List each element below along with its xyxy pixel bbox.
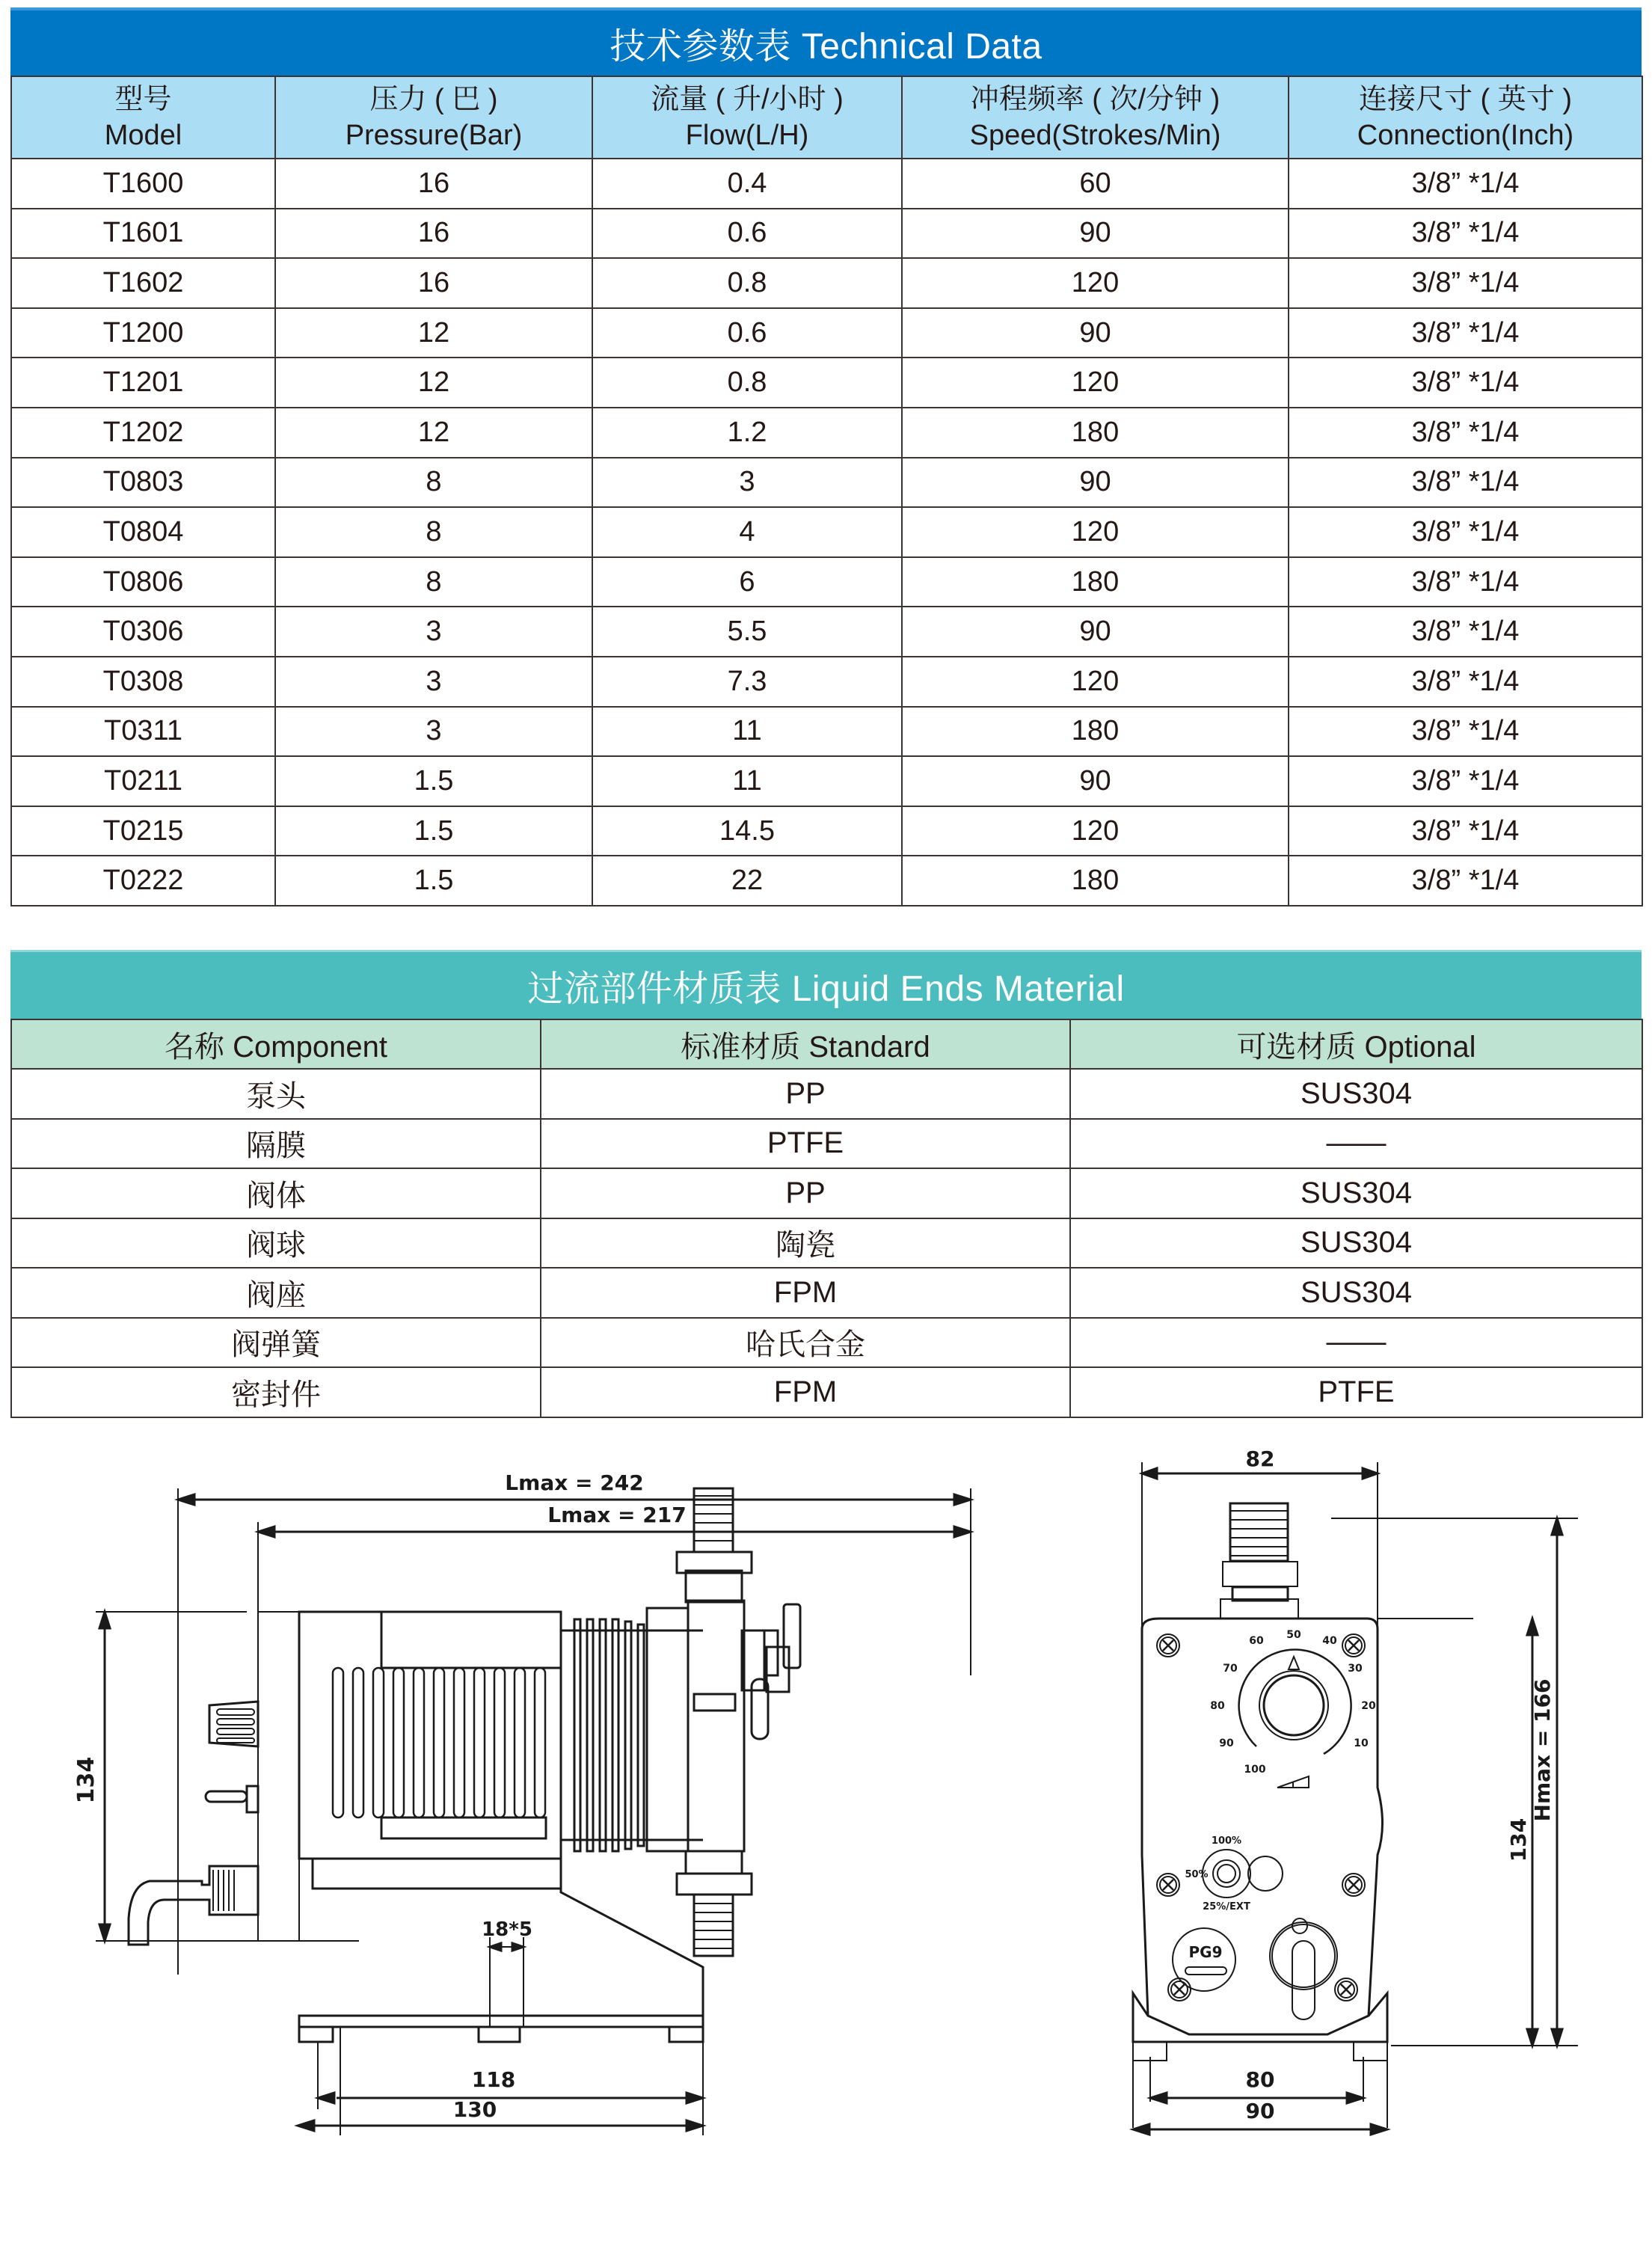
dim-height-134: 134 (73, 1756, 99, 1804)
cell-optional: —— (1070, 1318, 1642, 1368)
cell-model: T1202 (11, 408, 275, 458)
cell-pressure: 3 (275, 657, 592, 707)
cell-flow: 3 (592, 458, 902, 508)
cell-model: T0211 (11, 756, 275, 806)
dial-label-10b: 10 (1354, 1737, 1369, 1749)
cell-connection: 3/8” *1/4 (1289, 258, 1642, 308)
table-row (11, 607, 1642, 657)
pump-front-view-drawing (1122, 1436, 1652, 2184)
cell-connection: 3/8” *1/4 (1289, 308, 1642, 358)
technical-data-section (10, 7, 1642, 907)
cell-connection: 3/8” *1/4 (1289, 159, 1642, 209)
dial-label-100: 100 (1244, 1764, 1266, 1776)
cell-speed: 180 (902, 856, 1289, 906)
cell-flow: 0.8 (592, 258, 902, 308)
pump-side-view-drawing (60, 1451, 1032, 2244)
table-row (11, 1069, 1642, 1119)
table-row (11, 258, 1642, 308)
dim-width-82: 82 (1245, 1447, 1275, 1471)
cell-connection: 3/8” *1/4 (1289, 209, 1642, 259)
cell-speed: 120 (902, 258, 1289, 308)
cell-pressure: 16 (275, 258, 592, 308)
cell-optional: SUS304 (1070, 1168, 1642, 1218)
cell-pressure: 16 (275, 209, 592, 259)
cell-speed: 90 (902, 607, 1289, 657)
header-connection: 连接尺寸 ( 英寸 ) Connection(Inch) (1289, 76, 1642, 159)
cell-connection: 3/8” *1/4 (1289, 756, 1642, 806)
pg9-label: PG9 (1188, 1943, 1223, 1961)
cell-connection: 3/8” *1/4 (1289, 806, 1642, 856)
liquid-ends-title: 过流部件材质表 Liquid Ends Material (10, 950, 1642, 1019)
cell-speed: 180 (902, 707, 1289, 757)
table-row (11, 1119, 1642, 1169)
cell-flow: 0.4 (592, 159, 902, 209)
cell-standard: FPM (541, 1367, 1070, 1417)
cell-model: T0308 (11, 657, 275, 707)
dial-label-30: 30 (1348, 1663, 1363, 1675)
table-row (11, 856, 1642, 906)
cell-flow: 0.8 (592, 358, 902, 408)
table-row (11, 1168, 1642, 1218)
table-row (11, 756, 1642, 806)
dim-base-90: 90 (1245, 2099, 1275, 2123)
cell-model: T0806 (11, 557, 275, 607)
cell-flow: 22 (592, 856, 902, 906)
table-row (11, 209, 1642, 259)
liquid-ends-table (10, 1019, 1643, 1418)
cell-model: T1201 (11, 358, 275, 408)
cell-model: T0311 (11, 707, 275, 757)
dial-label-50: 50 (1286, 1629, 1301, 1641)
cell-component: 阀弹簧 (11, 1318, 541, 1368)
cell-pressure: 1.5 (275, 806, 592, 856)
dim-base-130: 130 (452, 2097, 497, 2122)
cell-connection: 3/8” *1/4 (1289, 358, 1642, 408)
cell-component: 隔膜 (11, 1119, 541, 1169)
cell-speed: 180 (902, 408, 1289, 458)
cell-speed: 90 (902, 756, 1289, 806)
dim-base-118: 118 (471, 2067, 516, 2092)
table-row (11, 408, 1642, 458)
cell-optional: SUS304 (1070, 1069, 1642, 1119)
cell-connection: 3/8” *1/4 (1289, 458, 1642, 508)
table-row (11, 707, 1642, 757)
table-row (11, 1268, 1642, 1318)
cell-flow: 5.5 (592, 607, 902, 657)
table-row (11, 1318, 1642, 1368)
dial-label-70: 70 (1223, 1663, 1238, 1675)
header-pressure: 压力 ( 巴 ) Pressure(Bar) (275, 76, 592, 159)
cell-model: T0306 (11, 607, 275, 657)
cell-component: 泵头 (11, 1069, 541, 1119)
cell-standard: FPM (541, 1268, 1070, 1318)
cell-pressure: 12 (275, 308, 592, 358)
cell-flow: 0.6 (592, 308, 902, 358)
cell-flow: 11 (592, 756, 902, 806)
cell-pressure: 16 (275, 159, 592, 209)
dial-label-40: 40 (1322, 1635, 1337, 1647)
cell-connection: 3/8” *1/4 (1289, 856, 1642, 906)
table-row (11, 806, 1642, 856)
dial-label-90: 90 (1219, 1737, 1234, 1749)
switch-label-50: 50% (1185, 1869, 1209, 1880)
table-row (11, 1367, 1642, 1417)
cell-speed: 120 (902, 806, 1289, 856)
cell-flow: 14.5 (592, 806, 902, 856)
cell-flow: 11 (592, 707, 902, 757)
dim-height-134-front: 134 (1506, 1817, 1531, 1862)
liquid-ends-section (10, 950, 1642, 1418)
cell-pressure: 8 (275, 557, 592, 607)
cell-connection: 3/8” *1/4 (1289, 408, 1642, 458)
cell-connection: 3/8” *1/4 (1289, 707, 1642, 757)
cell-speed: 90 (902, 458, 1289, 508)
cell-standard: 哈氏合金 (541, 1318, 1070, 1368)
cell-standard: PP (541, 1168, 1070, 1218)
table-row (11, 458, 1642, 508)
dim-hmax-166: Hmax = 166 (1530, 1678, 1555, 1822)
cell-pressure: 3 (275, 707, 592, 757)
dial-label-80: 80 (1210, 1700, 1225, 1712)
cell-speed: 120 (902, 358, 1289, 408)
table-header-row (11, 76, 1642, 159)
dial-label-10: 20 (1361, 1700, 1376, 1712)
cell-speed: 90 (902, 209, 1289, 259)
cell-connection: 3/8” *1/4 (1289, 507, 1642, 557)
cell-model: T0803 (11, 458, 275, 508)
cell-flow: 4 (592, 507, 902, 557)
table-row (11, 507, 1642, 557)
cell-flow: 1.2 (592, 408, 902, 458)
cell-model: T1601 (11, 209, 275, 259)
header-optional: 可选材质 Optional (1070, 1019, 1642, 1069)
cell-pressure: 8 (275, 458, 592, 508)
header-component: 名称 Component (11, 1019, 541, 1069)
cell-pressure: 3 (275, 607, 592, 657)
cell-pressure: 8 (275, 507, 592, 557)
cell-model: T1602 (11, 258, 275, 308)
cell-component: 阀座 (11, 1268, 541, 1318)
cell-optional: SUS304 (1070, 1268, 1642, 1318)
cell-pressure: 1.5 (275, 756, 592, 806)
cell-standard: 陶瓷 (541, 1218, 1070, 1269)
table-row (11, 657, 1642, 707)
cell-speed: 180 (902, 557, 1289, 607)
cell-pressure: 12 (275, 408, 592, 458)
cell-connection: 3/8” *1/4 (1289, 557, 1642, 607)
table-row (11, 1218, 1642, 1269)
cell-flow: 0.6 (592, 209, 902, 259)
cell-optional: —— (1070, 1119, 1642, 1169)
cell-component: 阀球 (11, 1218, 541, 1269)
cell-connection: 3/8” *1/4 (1289, 607, 1642, 657)
cell-speed: 90 (902, 308, 1289, 358)
cell-flow: 7.3 (592, 657, 902, 707)
dim-base-80: 80 (1245, 2067, 1275, 2092)
cell-optional: PTFE (1070, 1367, 1642, 1417)
cell-optional: SUS304 (1070, 1218, 1642, 1269)
cell-model: T1200 (11, 308, 275, 358)
cell-connection: 3/8” *1/4 (1289, 657, 1642, 707)
table-header-row (11, 1019, 1642, 1069)
table-row (11, 159, 1642, 209)
header-flow: 流量 ( 升/小时 ) Flow(L/H) (592, 76, 902, 159)
dim-lmax-217: Lmax = 217 (547, 1503, 687, 1527)
cell-component: 阀体 (11, 1168, 541, 1218)
cell-speed: 60 (902, 159, 1289, 209)
dim-lmax-242: Lmax = 242 (505, 1470, 644, 1495)
header-standard: 标准材质 Standard (541, 1019, 1070, 1069)
cell-pressure: 1.5 (275, 856, 592, 906)
cell-speed: 120 (902, 507, 1289, 557)
header-speed: 冲程频率 ( 次/分钟 ) Speed(Strokes/Min) (902, 76, 1289, 159)
cell-standard: PTFE (541, 1119, 1070, 1169)
technical-data-table (10, 76, 1643, 907)
cell-model: T1600 (11, 159, 275, 209)
cell-model: T0222 (11, 856, 275, 906)
cell-standard: PP (541, 1069, 1070, 1119)
technical-data-title: 技术参数表 Technical Data (10, 7, 1642, 76)
dim-slot: 18*5 (482, 1918, 532, 1941)
cell-model: T0215 (11, 806, 275, 856)
cell-pressure: 12 (275, 358, 592, 408)
table-row (11, 358, 1642, 408)
table-row (11, 557, 1642, 607)
cell-component: 密封件 (11, 1367, 541, 1417)
switch-label-25-ext: 25%/EXT (1203, 1901, 1250, 1912)
header-model: 型号 Model (11, 76, 275, 159)
dial-label-60: 60 (1249, 1635, 1264, 1647)
cell-model: T0804 (11, 507, 275, 557)
table-row (11, 308, 1642, 358)
cell-speed: 120 (902, 657, 1289, 707)
cell-flow: 6 (592, 557, 902, 607)
switch-label-100: 100% (1211, 1835, 1242, 1847)
